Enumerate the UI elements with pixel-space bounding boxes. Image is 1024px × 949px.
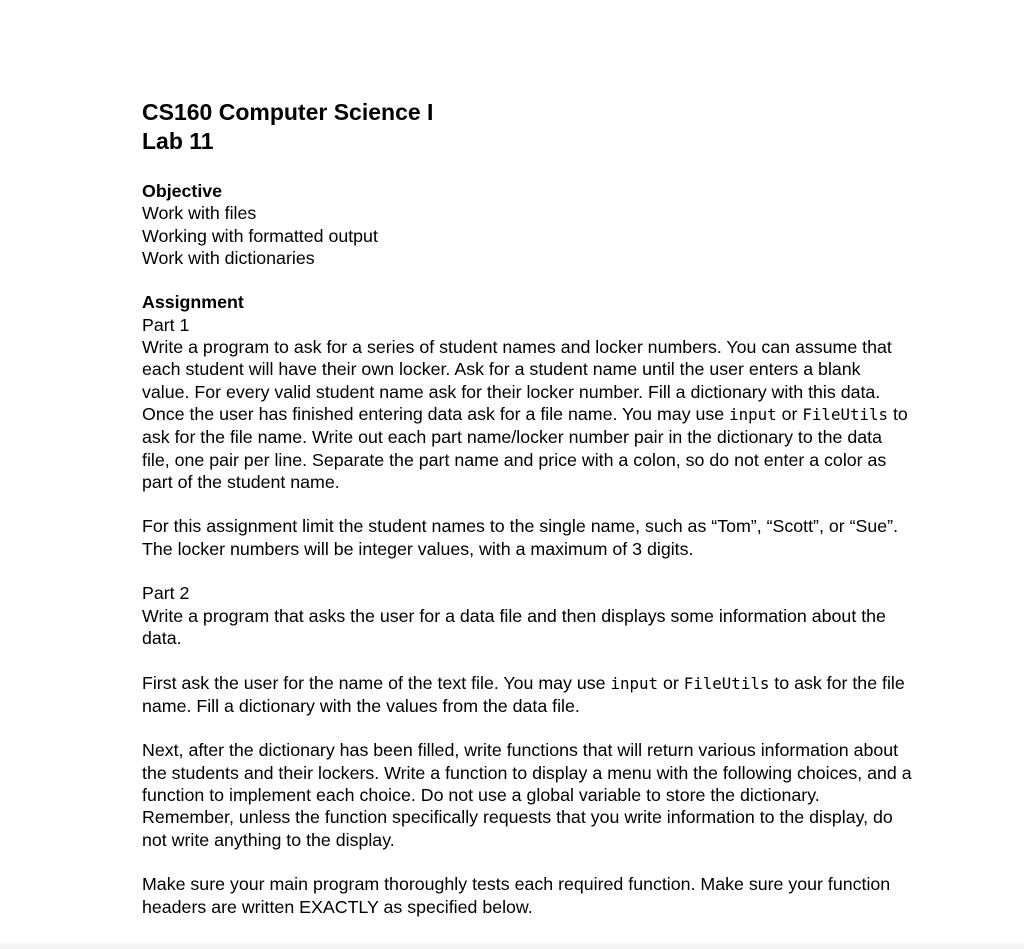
code-input: input [610,673,659,693]
part1-text-b: to ask for the file name. Write out each part name/locker number pair in the dictionary to the data file, one pair per line. Separate the part name and price with a colon, so do not enter a color as part of the student name. [142,403,908,492]
objective-item: Work with dictionaries [142,247,315,268]
objective-heading: Objective [142,181,223,201]
code-fileutils: FileUtils [802,404,889,424]
objective-section [142,180,912,269]
assignment-heading: Assignment [142,292,244,313]
document-page [142,98,912,918]
part1-label: Part 1 [142,314,190,335]
part1-paragraph-1 [142,336,912,493]
assignment-section [142,291,912,917]
part2-label: Part 2 [142,583,190,604]
document-title [142,98,912,155]
part2-text-a: First ask the user for the name of the text file. You may use [142,672,611,693]
objective-item: Working with formatted output [142,225,378,246]
code-fileutils: FileUtils [683,673,770,693]
part1-text-a: Write a program to ask for a series of student names and locker numbers. You can assume that each student will have their own locker. Ask for a student name until the user enters a blank value. For every valid student name ask for their locker number. Fill a dictionary with this data. Once the user has finished entering data ask for a file name. You may use [142,337,892,424]
word-or: or [776,403,803,424]
word-or: or [658,672,684,693]
part2-paragraph-1: Write a program that asks the user for a data file and then displays some information about the data. [142,605,886,648]
page-bottom-edge [0,939,1024,949]
objective-item: Work with files [142,203,257,224]
part2-paragraph-3: Next, after the dictionary has been filled, write functions that will return various information about the students and their lockers. Write a function to display a menu with the following choices, and a function to implement each choice. Do not use a global variable to store the dictionary. Remember, unless the function specifically requests that you write information to the display, do not write anything to the display. [142,740,912,850]
code-input: input [729,404,777,424]
part2-paragraph-4: Make sure your main program thoroughly tests each required function. Make sure your function headers are written EXACTLY as specified below. [142,874,891,917]
part2-text-b: to ask for the file name. Fill a dictionary with the values from the data file. [142,672,905,716]
lab-title: Lab 11 [142,127,214,154]
part1-paragraph-2: For this assignment limit the student names to the single name, such as “Tom”, “Scott”, or “Sue”. The locker numbers will be integer values, with a maximum of 3 digits. [142,516,899,559]
course-title: CS160 Computer Science I [142,99,434,125]
part2-paragraph-2 [142,672,912,718]
